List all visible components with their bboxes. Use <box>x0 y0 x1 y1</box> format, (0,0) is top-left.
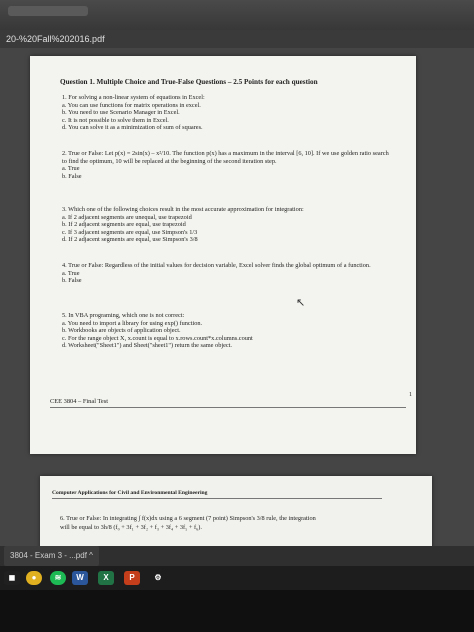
footer-title: CEE 3804 – Final Test <box>50 398 109 405</box>
pdf-page-1 <box>30 56 416 454</box>
answer-option: c. If 3 adjacent segments are equal, use Simpson's 1/3 <box>62 228 198 236</box>
answer-option: c. It is not possible to solve them in Excel. <box>62 116 169 124</box>
settings-icon[interactable]: ⚙ <box>150 571 166 585</box>
answer-option: b. False <box>62 277 82 285</box>
question-3 <box>62 206 392 244</box>
answer-option: d. If 2 adjacent segments are equal, use Simpson's 3/8 <box>62 236 198 244</box>
answer-option: b. If 2 adjacent segments are equal, use trapezoid <box>62 221 186 229</box>
desk-surface <box>0 590 474 632</box>
answer-option: c. For the range object X, x.count is equal to x.rows.count*x.columns.count <box>62 334 253 342</box>
answer-option: a. You need to import a library for using exp() function. <box>62 319 203 327</box>
answer-option: d. You can solve it as a minimization of sum of squares. <box>62 124 203 132</box>
excel-icon[interactable]: X <box>98 571 114 585</box>
question-6 <box>60 514 420 532</box>
answer-option: a. If 2 adjacent segments are unequal, use trapezoid <box>62 213 192 221</box>
question-4 <box>62 262 392 285</box>
pdf-file-title: 20-%20Fall%202016.pdf <box>0 30 474 48</box>
page-header: Computer Applications for Civil and Environmental Engineering <box>52 490 382 499</box>
word-icon[interactable]: W <box>72 571 88 585</box>
browser-tab[interactable] <box>8 6 88 16</box>
answer-option: a. You can use functions for matrix operations in excel. <box>62 101 201 109</box>
pdf-viewer[interactable] <box>0 48 474 546</box>
taskbar <box>0 566 474 590</box>
answer-option: a. True <box>62 165 80 173</box>
chrome-icon[interactable]: ● <box>26 571 42 585</box>
mouse-cursor-icon: ↖ <box>296 296 306 309</box>
spotify-icon[interactable]: ≋ <box>50 571 66 585</box>
question-stem: 3. Which one of the following choices result in the most accurate approximation for integration: <box>62 206 304 213</box>
powerpoint-icon[interactable]: P <box>124 571 140 585</box>
question-formula: will be equal to 3h/8 (f₀ + 3f₁ + 3f₂ + f₃ + 3f₄ + 3f₅ + f₆). <box>60 524 202 531</box>
download-bar <box>0 546 474 566</box>
question-stem: 6. True or False: In integrating ∫ f(x)dx using a 6 segment (7 point) Simpson's 3/8 rule, the integration <box>60 515 316 522</box>
question-stem: 1. For solving a non-linear system of equations in Excel: <box>62 94 205 101</box>
question-5 <box>62 312 392 350</box>
question-stem: 4. True or False: Regardless of the initial values for decision variable, Excel solver finds the global optimum of a function. <box>62 262 371 269</box>
answer-option: a. True <box>62 269 80 277</box>
answer-option: b. Workbooks are objects of application object. <box>62 327 181 335</box>
browser-tab-bar <box>0 0 474 30</box>
windows-icon[interactable]: ◼ <box>4 571 20 585</box>
pdf-page-2 <box>40 476 432 546</box>
answer-option: d. Worksheet("Sheet1") and Sheet("sheet1") return the same object. <box>62 342 233 350</box>
download-item[interactable]: 3804 - Exam 3 - ...pdf ^ <box>4 546 99 566</box>
page-footer <box>50 392 412 408</box>
question-2 <box>62 150 392 180</box>
question-1 <box>62 94 392 132</box>
question-stem: 2. True or False: Let p(x) = 2sin(x) – x²/10. The function p(x) has a maximum in the interval [6, 10]. If we use golden ratio search to find the optimum, 10 will be replaced at the beginning of the second iteration step. <box>62 150 389 165</box>
question-stem: 5. In VBA programing, which one is not correct: <box>62 312 185 319</box>
page-number: 1 <box>409 392 412 398</box>
answer-option: b. False <box>62 172 82 180</box>
answer-option: b. You need to use Scenario Manager in Excel. <box>62 109 180 117</box>
section-title: Question 1. Multiple Choice and True-False Questions – 2.5 Points for each question <box>60 78 318 86</box>
